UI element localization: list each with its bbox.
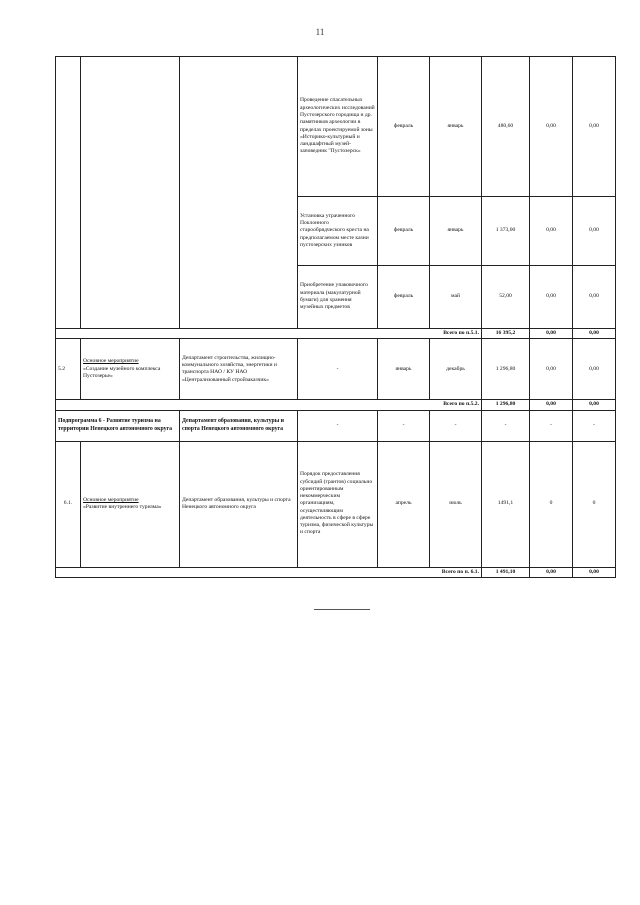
start-cell: апрель (378, 441, 430, 567)
value-cell: 0,00 (573, 197, 616, 266)
total-row (56, 567, 616, 577)
event-cell: Приобретение упаковочного материала (макулатурной бумаги) для хранения музейных предметов (298, 266, 378, 329)
name-cell (81, 339, 180, 400)
event-cell: - (298, 339, 378, 400)
total-value: 0,00 (530, 567, 573, 577)
page-number: 11 (315, 27, 325, 37)
end-cell: декабрь (430, 339, 482, 400)
value-cell: 0,00 (530, 197, 573, 266)
main-event-label: Основное мероприятие (83, 358, 139, 365)
end-cell: июль (430, 441, 482, 567)
value-cell: 0 (573, 441, 616, 567)
value-cell: - (482, 410, 530, 441)
main-event-label: Основное мероприятие (83, 496, 139, 503)
total-value: 16 395,2 (482, 329, 530, 339)
footer-divider (314, 609, 370, 610)
total-label: Всего по п.5.2. (56, 400, 482, 410)
value-cell: 480,60 (482, 57, 530, 197)
name-cell (81, 441, 180, 567)
department-cell (180, 57, 298, 329)
department-cell: Департамент строительства, жилищно-коммунального хозяйства, энергетики и транспорта НАО / КУ НАО «Централизованный стройзаказчик» (180, 339, 298, 400)
value-cell: 0,00 (530, 266, 573, 329)
end-cell: - (430, 410, 482, 441)
total-value: 1 491,10 (482, 567, 530, 577)
total-label: Всего по п. 6.1. (56, 567, 482, 577)
start-cell: февраль (378, 266, 430, 329)
number-cell (56, 57, 81, 329)
value-cell: 0,00 (573, 57, 616, 197)
main-event-title: «Развитие внутреннего туризма» (83, 504, 162, 511)
value-cell: 1491,1 (482, 441, 530, 567)
department-cell: Департамент образования, культуры и спорта Ненецкого автономного округа (180, 441, 298, 567)
event-cell: Порядок предоставления субсидий (грантов) социально ориентированным некоммерческим организациям, осуществляющим деятельность в сфере в сфере туризма, физической культуры и спорта (298, 441, 378, 567)
table-row (56, 57, 616, 197)
value-cell: 0,00 (530, 57, 573, 197)
value-cell: 0,00 (573, 339, 616, 400)
name-cell (81, 57, 180, 329)
table-row (56, 441, 616, 567)
event-cell: - (298, 410, 378, 441)
department-cell: Департамент образования, культуры и спорта Ненецкого автономного округа (180, 410, 298, 441)
total-value: 0,00 (573, 567, 616, 577)
subprogram-row (56, 410, 616, 441)
start-cell: - (378, 410, 430, 441)
value-cell: 1 373,00 (482, 197, 530, 266)
total-label: Всего по п.5.1. (56, 329, 482, 339)
start-cell: февраль (378, 197, 430, 266)
total-value: 0,00 (530, 400, 573, 410)
total-row (56, 400, 616, 410)
value-cell: - (530, 410, 573, 441)
event-cell: Установка утраченного Поклонного старообрядческого креста на предполагаемом месте казни пустозерских узников (298, 197, 378, 266)
value-cell: 0,00 (573, 266, 616, 329)
end-cell: январь (430, 57, 482, 197)
value-cell: 0,00 (530, 339, 573, 400)
event-cell: Проведение спасательных археологических исследований Пустозерского городища и др. памятников археологии в пределах проектируемой зоны «Историко-культурный и ландшафтный музей-заповедник "Пустозерск» (298, 57, 378, 197)
value-cell: 0 (530, 441, 573, 567)
total-value: 0,00 (573, 400, 616, 410)
end-cell: май (430, 266, 482, 329)
end-cell: январь (430, 197, 482, 266)
total-value: 0,00 (530, 329, 573, 339)
value-cell: 52,00 (482, 266, 530, 329)
program-events-table (55, 56, 616, 578)
number-cell: 5.2 (56, 339, 81, 400)
value-cell: - (573, 410, 616, 441)
number-cell: 6.1. (56, 441, 81, 567)
main-event-title: «Создание музейного комплекса Пустозерье» (83, 365, 161, 379)
start-cell: февраль (378, 57, 430, 197)
subprogram-title: Подпрограмма 6 - Развитие туризма на территории Ненецкого автономного округа (56, 410, 180, 441)
table-row (56, 339, 616, 400)
total-row (56, 329, 616, 339)
value-cell: 1 296,80 (482, 339, 530, 400)
total-value: 1 296,80 (482, 400, 530, 410)
start-cell: январь (378, 339, 430, 400)
total-value: 0,00 (573, 329, 616, 339)
